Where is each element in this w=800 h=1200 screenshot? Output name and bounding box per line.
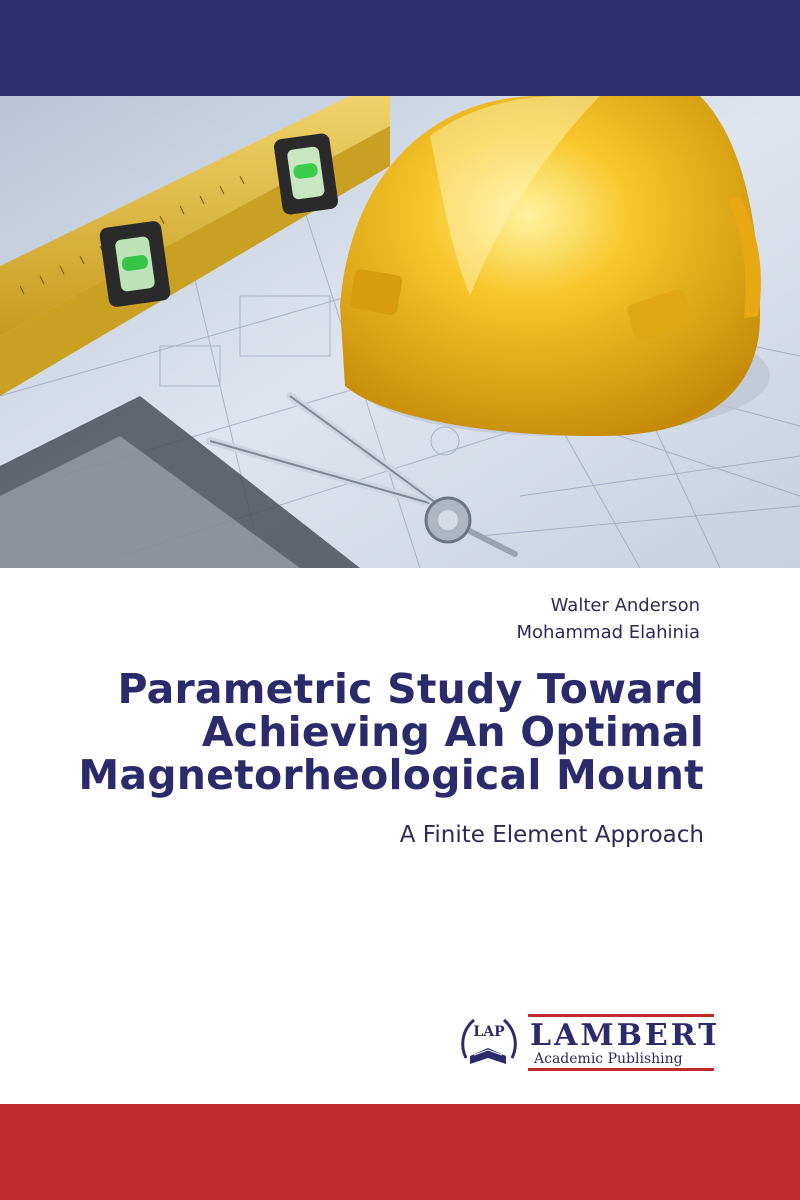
publisher-subname: Academic Publishing [534,1051,683,1067]
author-name: Walter Anderson [550,595,700,616]
blueprint-icon [0,96,800,568]
author-name: Mohammad Elahinia [516,622,700,643]
publisher-logo [456,1012,716,1074]
book-laurel-icon [456,1012,716,1074]
book-subtitle: A Finite Element Approach [399,822,704,848]
book-title [24,665,704,799]
title-line: Achieving An Optimal [201,708,704,756]
title-line: Parametric Study Toward [117,665,704,713]
title-line: Magnetorheological Mount [78,751,704,799]
author-list [517,592,700,646]
bottom-color-band [0,1104,800,1200]
logo-mark: LAP [473,1024,505,1040]
top-color-band [0,0,800,96]
cover-photo [0,96,800,568]
publisher-name: LAMBERT [530,1018,716,1053]
